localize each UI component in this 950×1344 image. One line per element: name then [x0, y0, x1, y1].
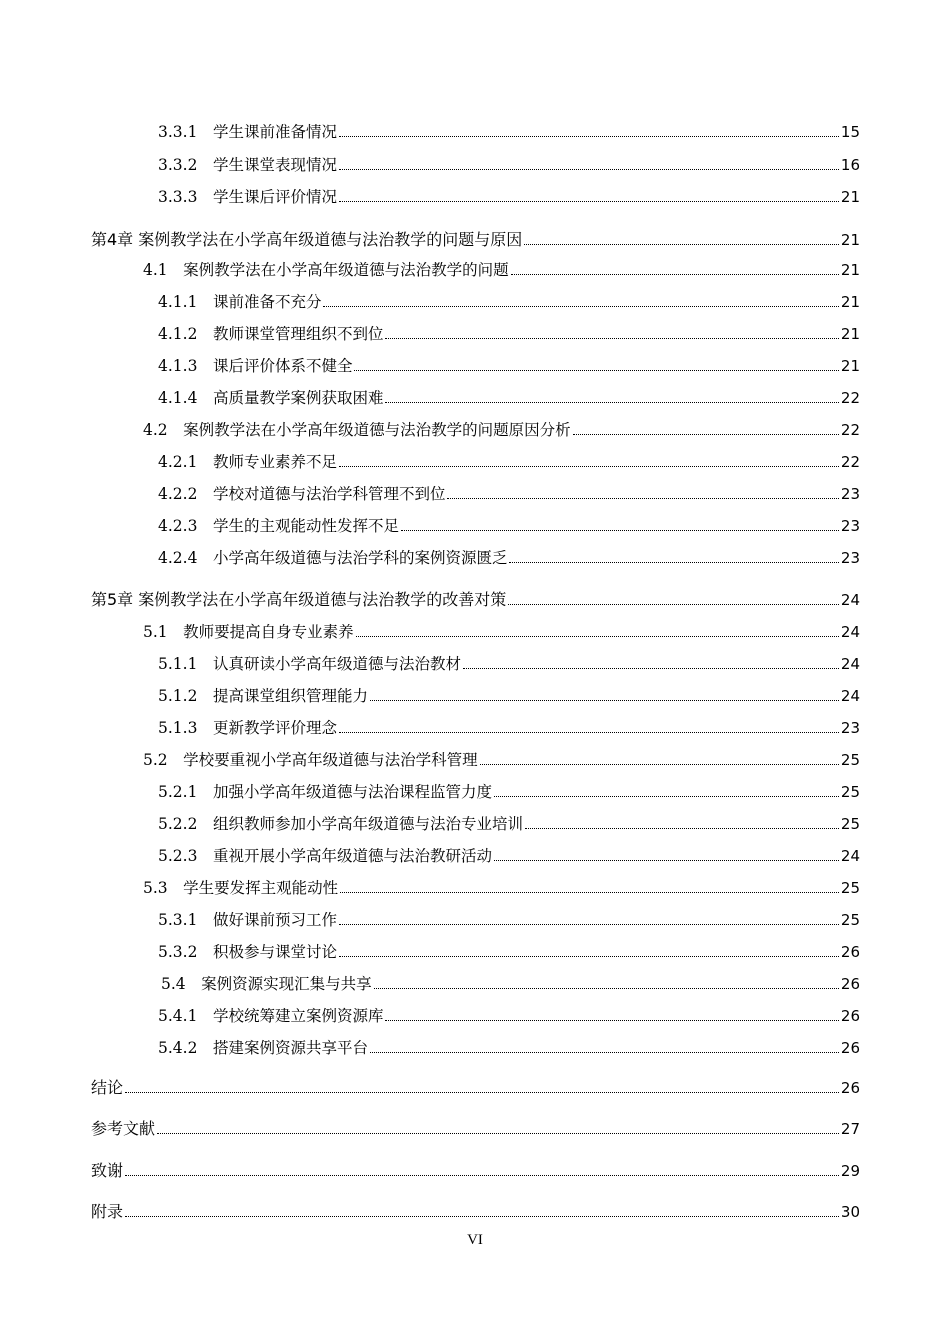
toc-entry[interactable] [158, 906, 860, 930]
toc-entry-page: 21 [840, 293, 860, 311]
toc-entry-page: 22 [840, 389, 860, 407]
toc-entry-title: 5.2.3 重视开展小学高年级道德与法治教研活动 [158, 847, 492, 865]
toc-entry-title: 附录 [91, 1202, 124, 1221]
toc-entry-title: 第5章 案例教学法在小学高年级道德与法治教学的改善对策 [91, 590, 507, 609]
toc-entry[interactable] [158, 118, 860, 142]
toc-entry[interactable] [158, 151, 860, 175]
dot-leader [339, 466, 839, 467]
dot-leader [370, 1052, 839, 1053]
toc-entry[interactable] [158, 480, 860, 504]
dot-leader [339, 201, 839, 202]
dot-leader [339, 732, 839, 733]
toc-entry-title: 4.2.2 学校对道德与法治学科管理不到位 [158, 485, 446, 503]
dot-leader [374, 988, 839, 989]
toc-entry-title: 3.3.3 学生课后评价情况 [158, 188, 337, 206]
toc-entry-title: 5.3.1 做好课前预习工作 [158, 911, 337, 929]
toc-entry-page: 16 [840, 156, 860, 174]
toc-entry[interactable] [143, 746, 860, 770]
toc-entry-page: 23 [840, 485, 860, 503]
toc-entry-title: 5.2 学校要重视小学高年级道德与法治学科管理 [143, 751, 478, 769]
toc-entry-title: 5.2.2 组织教师参加小学高年级道德与法治专业培训 [158, 815, 523, 833]
toc-entry-page: 25 [840, 815, 860, 833]
dot-leader [370, 700, 839, 701]
toc-entry-page: 25 [840, 751, 860, 769]
dot-leader [340, 892, 839, 893]
toc-entry-page: 21 [840, 231, 860, 249]
toc-entry[interactable] [143, 256, 860, 280]
toc-entry-title: 5.1.3 更新教学评价理念 [158, 719, 337, 737]
dot-leader [573, 434, 839, 435]
toc-entry-title: 4.1.2 教师课堂管理组织不到位 [158, 325, 384, 343]
dot-leader [525, 828, 839, 829]
toc-entry[interactable] [91, 226, 860, 250]
toc-entry-title: 4.2.3 学生的主观能动性发挥不足 [158, 517, 399, 535]
dot-leader [339, 924, 839, 925]
toc-entry-page: 29 [840, 1162, 860, 1180]
toc-entry[interactable] [158, 682, 860, 706]
toc-entry-page: 26 [840, 1007, 860, 1025]
toc-entry[interactable] [158, 778, 860, 802]
toc-entry[interactable] [91, 1115, 860, 1139]
dot-leader [339, 136, 839, 137]
toc-entry[interactable] [158, 448, 860, 472]
toc-entry-title: 4.2.1 教师专业素养不足 [158, 453, 337, 471]
toc-entry[interactable] [143, 416, 860, 440]
toc-entry-title: 参考文献 [91, 1119, 156, 1138]
dot-leader [509, 562, 838, 563]
dot-leader [354, 370, 838, 371]
toc-entry-page: 24 [840, 623, 860, 641]
dot-leader [511, 274, 839, 275]
dot-leader [385, 1020, 838, 1021]
toc-entry[interactable] [91, 1198, 860, 1222]
toc-entry-title: 5.3.2 积极参与课堂讨论 [158, 943, 337, 961]
toc-entry-page: 22 [840, 453, 860, 471]
dot-leader [339, 169, 839, 170]
dot-leader [157, 1133, 839, 1134]
toc-entry-title: 4.2.4 小学高年级道德与法治学科的案例资源匮乏 [158, 549, 508, 567]
dot-leader [463, 668, 839, 669]
dot-leader [401, 530, 839, 531]
dot-leader [385, 338, 838, 339]
toc-entry-page: 15 [840, 123, 860, 141]
toc-entry-title: 5.4.1 学校统筹建立案例资源库 [158, 1007, 384, 1025]
toc-entry-title: 5.3 学生要发挥主观能动性 [143, 879, 339, 897]
toc-entry-title: 3.3.2 学生课堂表现情况 [158, 156, 337, 174]
toc-entry[interactable] [91, 1157, 860, 1181]
dot-leader [494, 796, 839, 797]
toc-entry[interactable] [158, 320, 860, 344]
toc-entry-page: 21 [840, 325, 860, 343]
toc-entry[interactable] [158, 810, 860, 834]
toc-entry[interactable] [158, 352, 860, 376]
toc-entry-page: 24 [840, 591, 860, 609]
toc-entry-page: 21 [840, 188, 860, 206]
toc-entry-page: 26 [840, 943, 860, 961]
dot-leader [323, 306, 838, 307]
toc-entry[interactable] [158, 384, 860, 408]
toc-entry-title: 5.1.2 提高课堂组织管理能力 [158, 687, 368, 705]
dot-leader [385, 402, 838, 403]
dot-leader [339, 956, 839, 957]
toc-entry-title: 5.1.1 认真研读小学高年级道德与法治教材 [158, 655, 461, 673]
toc-entry-title: 4.1.3 课后评价体系不健全 [158, 357, 353, 375]
toc-entry-page: 26 [840, 975, 860, 993]
toc-entry[interactable] [158, 842, 860, 866]
toc-entry[interactable] [158, 512, 860, 536]
toc-entry-title: 5.4 案例资源实现汇集与共享 [161, 975, 372, 993]
toc-entry-title: 5.4.2 搭建案例资源共享平台 [158, 1039, 368, 1057]
toc-entry[interactable] [158, 714, 860, 738]
toc-entry-page: 24 [840, 847, 860, 865]
toc-entry[interactable] [91, 586, 860, 610]
toc-entry-page: 27 [840, 1120, 860, 1138]
toc-entry-page: 24 [840, 655, 860, 673]
toc-entry-page: 24 [840, 687, 860, 705]
dot-leader [524, 244, 839, 245]
dot-leader [508, 604, 839, 605]
toc-entry-page: 26 [840, 1039, 860, 1057]
toc-entry[interactable] [161, 970, 860, 994]
toc-entry-page: 23 [840, 549, 860, 567]
page-number: VI [467, 1232, 483, 1248]
toc-entry-page: 25 [840, 911, 860, 929]
dot-leader [125, 1175, 839, 1176]
dot-leader [125, 1092, 839, 1093]
toc-entry[interactable] [143, 874, 860, 898]
toc-entry[interactable] [158, 544, 860, 568]
toc-entry-page: 21 [840, 357, 860, 375]
toc-entry[interactable] [158, 288, 860, 312]
toc-entry-title: 5.1 教师要提高自身专业素养 [143, 623, 354, 641]
toc-entry-title: 第4章 案例教学法在小学高年级道德与法治教学的问题与原因 [91, 230, 523, 249]
toc-entry[interactable] [143, 618, 860, 642]
dot-leader [125, 1216, 839, 1217]
dot-leader [447, 498, 838, 499]
toc-entry-title: 4.1.4 高质量教学案例获取困难 [158, 389, 384, 407]
toc-entry[interactable] [158, 938, 860, 962]
toc-entry-title: 3.3.1 学生课前准备情况 [158, 123, 337, 141]
toc-entry-page: 21 [840, 261, 860, 279]
toc-entry-page: 23 [840, 719, 860, 737]
dot-leader [480, 764, 839, 765]
toc-entry-title: 4.1.1 课前准备不充分 [158, 293, 322, 311]
toc-entry-page: 26 [840, 1079, 860, 1097]
toc-entry-title: 5.2.1 加强小学高年级道德与法治课程监管力度 [158, 783, 492, 801]
toc-entry-title: 致谢 [91, 1161, 124, 1180]
toc-entry[interactable] [158, 1002, 860, 1026]
toc-entry-page: 23 [840, 517, 860, 535]
toc-entry-page: 25 [840, 879, 860, 897]
toc-entry-title: 结论 [91, 1078, 124, 1097]
toc-entry-page: 25 [840, 783, 860, 801]
dot-leader [494, 860, 839, 861]
toc-entry[interactable] [91, 1074, 860, 1098]
dot-leader [356, 636, 839, 637]
toc-entry[interactable] [158, 183, 860, 207]
toc-entry-page: 22 [840, 421, 860, 439]
toc-entry-page: 30 [840, 1203, 860, 1221]
toc-entry-title: 4.2 案例教学法在小学高年级道德与法治教学的问题原因分析 [143, 421, 571, 439]
toc-entry-title: 4.1 案例教学法在小学高年级道德与法治教学的问题 [143, 261, 509, 279]
toc-entry[interactable] [158, 1034, 860, 1058]
toc-entry[interactable] [158, 650, 860, 674]
